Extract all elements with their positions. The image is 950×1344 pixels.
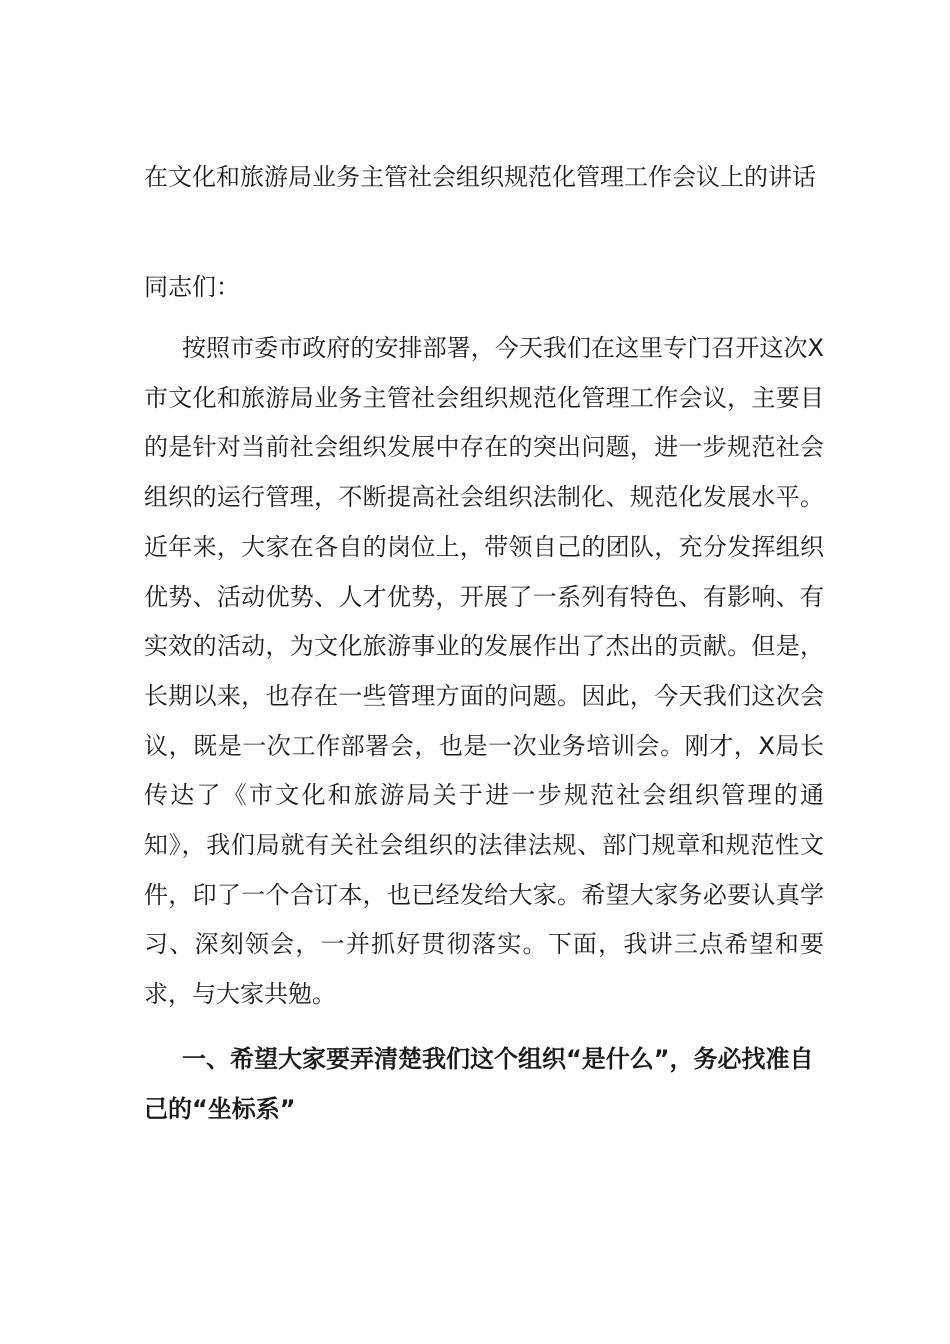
document-title: 在文化和旅游局业务主管社会组织规范化管理工作会议上的讲话 <box>144 163 816 191</box>
section-heading: 一、希望大家要弄清楚我们这个组织“是什么”，务必找准自己的“坐标系” <box>144 1045 814 1123</box>
body-paragraph: 按照市委市政府的安排部署，今天我们在这里专门召开这次X市文化和旅游局业务主管社会组织规范化管理工作会议，主要目的是针对当前社会组织发展中存在的突出问题，进一步规范社会组织的运行管理，不断提高社会组织法制化、规范化发展水平。近年来，大家在各自的岗位上，带领自己的团队，充分发挥组织优势、活动优势、人才优势，开展了一系列有特色、有影响、有实效的活动，为文化旅游事业的发展作出了杰出的贡献。但是，长期以来，也存在一些管理方面的问题。因此，今天我们这次会议，既是一次工作部署会，也是一次业务培训会。刚才，X局长传达了《市文化和旅游局关于进一步规范社会组织管理的通知》，我们局就有关社会组织的法律法规、部门规章和规范性文件，印了一个合订本，也已经发给大家。希望大家务必要认真学习、深刻领会，一并抓好贯彻落实。下面，我讲三点希望和要求，与大家共勉。 <box>144 334 824 1009</box>
salutation: 同志们： <box>144 273 240 301</box>
